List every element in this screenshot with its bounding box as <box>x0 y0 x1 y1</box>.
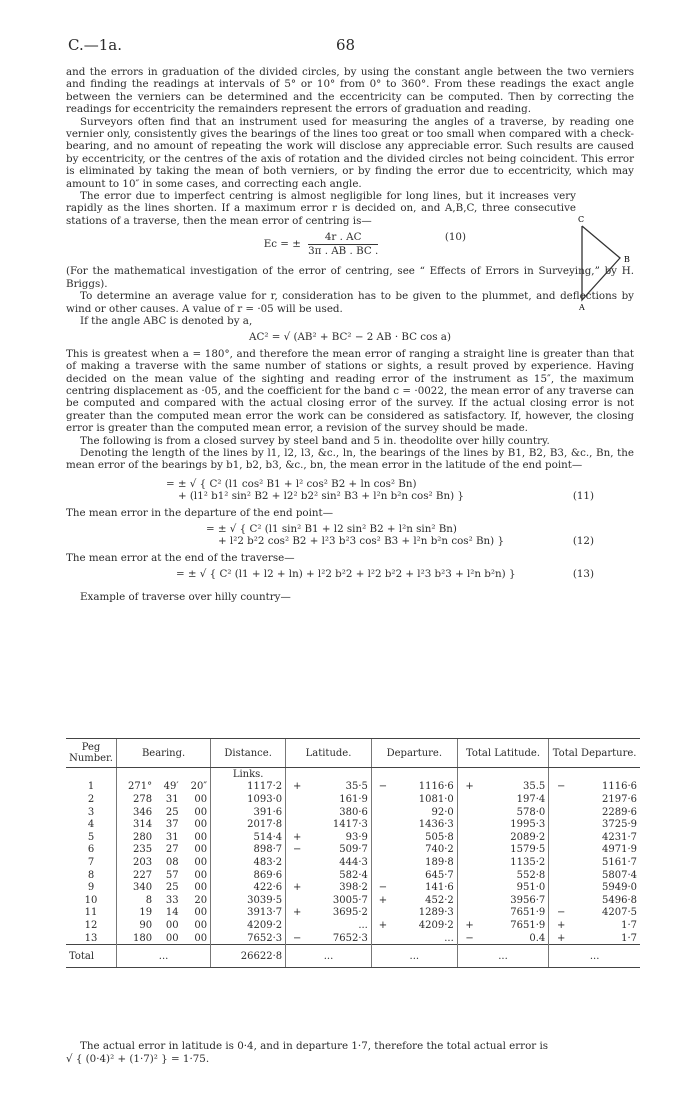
cell-r11-c6: 3695·2 <box>332 907 368 919</box>
cell-r4-c11 <box>549 818 573 831</box>
cell-r10-c9 <box>457 894 481 907</box>
example-title: Example of traverse over hilly country— <box>80 590 291 603</box>
cell-r10-c0: 10 <box>84 894 98 906</box>
total-total-departure: ... <box>549 945 640 968</box>
paragraph: The error due to imperfect centring is almost negligible for long lines, but it increases very rapidly as the lines shorten. If a maximum error r is decided on, and A,B,C, three consecutive stations of a traverse, then the mean error of centring is— <box>66 190 576 227</box>
cell-r7-c5 <box>286 856 309 869</box>
cell-r11-c8: 1289·3 <box>418 907 454 919</box>
cell-r9-c1: 340 <box>117 881 156 894</box>
cell-r1-c7: − <box>371 781 394 794</box>
cell-r9-c11 <box>549 881 573 894</box>
cell-r9-c12: 5949·0 <box>602 882 637 894</box>
cell-r6-c11 <box>549 844 573 857</box>
cell-r1-c1: 271° <box>117 781 156 794</box>
cell-r11-c5: + <box>286 907 309 920</box>
cell-r3-c8: 92·0 <box>431 806 454 818</box>
cell-r8-c1: 227 <box>117 869 156 882</box>
cell-r12-c10: 7651·9 <box>510 919 546 931</box>
cell-r4-c8: 1436·3 <box>418 819 454 831</box>
cell-r5-c11 <box>549 831 573 844</box>
paragraph: (For the mathematical investigation of the error of centring, see “ Effects of Errors in Surveying,” by H. Briggs). <box>66 265 634 290</box>
cell-r12-c0: 12 <box>84 919 98 931</box>
cell-r4-c2: 37 <box>165 819 179 831</box>
closing-text <box>66 1040 634 1066</box>
cell-r6-c8: 740·2 <box>425 844 454 856</box>
cell-r1-c8: 1116·6 <box>418 781 454 793</box>
cell-r9-c2: 25 <box>165 882 179 894</box>
cell-r5-c4: 514·4 <box>211 831 286 844</box>
eq12-line2: + l²2 b²2 cos² B2 + l²3 b²3 cos² B3 + l²n b²n cos² Bn) } <box>218 535 505 548</box>
diagram-label-a: A <box>579 303 585 310</box>
units-row <box>66 768 640 781</box>
table-row <box>66 881 640 894</box>
cell-r6-c1: 235 <box>117 844 156 857</box>
table-row <box>66 856 640 869</box>
cell-r4-c9 <box>457 818 481 831</box>
cell-r13-c11: + <box>549 932 573 945</box>
cell-r9-c6: 398·2 <box>339 882 368 894</box>
cell-r13-c6: 7652·3 <box>332 932 368 944</box>
table-row <box>66 806 640 819</box>
cell-r10-c4: 3039·5 <box>211 894 286 907</box>
cell-r7-c4: 483·2 <box>211 856 286 869</box>
cell-r10-c8: 452·2 <box>425 894 454 906</box>
footer-line-2: √ { (0·4)² + (1·7)² } = 1·75. <box>66 1053 210 1065</box>
cell-r1-c12: 1116·6 <box>602 781 637 793</box>
diagram-label-b: B <box>624 255 630 264</box>
col-latitude: Latitude. <box>286 739 372 768</box>
cell-r7-c11 <box>549 856 573 869</box>
cell-r4-c5 <box>286 818 309 831</box>
cell-r10-c5 <box>286 894 309 907</box>
cell-r4-c1: 314 <box>117 818 156 831</box>
eq13-line1: = ± √ { C² (l1 + l2 + ln) + l²2 b²2 + l²2 b²2 + l²3 b²3 + l²n b²n) } <box>176 568 516 581</box>
cell-r5-c1: 280 <box>117 831 156 844</box>
cell-r1-c4: 1117·2 <box>211 781 286 794</box>
cell-r1-c2: 49′ <box>163 781 179 793</box>
cell-r12-c3: 00 <box>194 919 208 931</box>
cell-r9-c0: 9 <box>87 882 95 894</box>
eq10-lhs: Ec = ± <box>263 238 301 251</box>
cell-r9-c4: 422·6 <box>211 881 286 894</box>
cell-r3-c7 <box>371 806 394 819</box>
cell-r7-c3: 00 <box>194 856 208 868</box>
paragraph: The mean error in the departure of the end point— <box>66 506 333 519</box>
footer-line-1: The actual error in latitude is 0·4, and in departure 1·7, therefore the total actual error is <box>80 1040 549 1052</box>
table-row <box>66 793 640 806</box>
cell-r3-c12: 2289·6 <box>602 806 637 818</box>
triangle-diagram <box>572 214 632 310</box>
table-row <box>66 831 640 844</box>
eq10-numerator: 4r . AC <box>308 231 378 244</box>
cell-r7-c0: 7 <box>87 856 95 868</box>
paragraph: This is greatest when a = 180°, and therefore the mean error of ranging a straight line is greater than that of making a traverse with the same number of stations or sights, a result proved by experience. Having decided on the mean value of the sighting and reading error of the instrument as 15″, the maximum centring displacement as ·05, and the coefficient for the band c = ·0022, the mean error of any traverse can be computed and compared with the actual closing error of the survey. If the actual closing error is not greater than the computed mean error the work can be considered as satisfactory. If, however, the closing error is greater than the computed mean error, a revision of the survey should be made. <box>66 347 634 435</box>
cell-r12-c7: + <box>371 919 394 932</box>
cell-r11-c2: 14 <box>165 907 179 919</box>
cell-r5-c6: 93·9 <box>345 831 368 843</box>
cell-r2-c12: 2197·6 <box>602 793 637 805</box>
paragraph: To determine an average value for r, consideration has to be given to the plummet, and deflections by wind or other causes. A value of r = ·05 will be used. <box>66 290 634 315</box>
table-row <box>66 818 640 831</box>
table-row <box>66 781 640 794</box>
cell-r7-c10: 1135·2 <box>510 856 546 868</box>
cell-r12-c12: 1·7 <box>621 919 637 931</box>
cell-r3-c11 <box>549 806 573 819</box>
cell-r3-c0: 3 <box>87 806 95 818</box>
cell-r12-c8: 4209·2 <box>418 919 454 931</box>
eq10-number: (10) <box>444 231 466 244</box>
cell-r5-c7 <box>371 831 394 844</box>
cell-r3-c9 <box>457 806 481 819</box>
cell-r6-c2: 27 <box>165 844 179 856</box>
equation-13 <box>66 568 634 580</box>
cell-r9-c9 <box>457 881 481 894</box>
cell-r3-c2: 25 <box>165 806 179 818</box>
cell-r2-c1: 278 <box>117 793 156 806</box>
cell-r11-c1: 19 <box>117 907 156 920</box>
cell-r5-c5: + <box>286 831 309 844</box>
cell-r1-c3: 20″ <box>190 781 208 793</box>
cell-r8-c10: 552·8 <box>516 869 546 881</box>
cell-r12-c11: + <box>549 919 573 932</box>
cell-r1-c6: 35·5 <box>345 781 368 793</box>
cell-r8-c7 <box>371 869 394 882</box>
cell-r10-c6: 3005·7 <box>332 894 368 906</box>
cell-r3-c4: 391·6 <box>211 806 286 819</box>
units-label: Links. <box>211 768 286 781</box>
cell-r7-c1: 203 <box>117 856 156 869</box>
table-row <box>66 869 640 882</box>
cell-r7-c7 <box>371 856 394 869</box>
cell-r1-c10: 35.5 <box>522 781 546 793</box>
cell-r13-c9: − <box>457 932 481 945</box>
cell-r7-c2: 08 <box>165 856 179 868</box>
equation-10 <box>66 231 576 261</box>
eq11-number: (11) <box>572 489 594 502</box>
cell-r5-c9 <box>457 831 481 844</box>
document-code: C.—1a. <box>68 36 122 54</box>
cell-r8-c0: 8 <box>87 869 95 881</box>
cell-r13-c2: 00 <box>165 932 179 944</box>
table-row <box>66 907 640 920</box>
cell-r3-c3: 00 <box>194 806 208 818</box>
eq10-fraction <box>308 231 378 257</box>
cell-r10-c1: 8 <box>117 894 156 907</box>
table-header-row <box>66 739 640 768</box>
cell-r12-c6: ... <box>358 919 368 931</box>
diagram-label-c: C <box>578 215 585 224</box>
cell-r3-c5 <box>286 806 309 819</box>
cell-r12-c2: 00 <box>165 919 179 931</box>
cell-r6-c4: 898·7 <box>211 844 286 857</box>
col-distance: Distance. <box>211 739 286 768</box>
eq12-number: (12) <box>572 535 594 547</box>
paragraph: Denoting the length of the lines by l1, l2, l3, &c., ln, the bearings of the lines by B1, B2, B3, &c., Bn, the mean error of the bearings by b1, b2, b3, &c., bn, the mean error in the latitude of the end point— <box>66 446 634 472</box>
cell-r6-c10: 1579·5 <box>510 844 546 856</box>
cell-r8-c4: 869·6 <box>211 869 286 882</box>
triangle-lines <box>582 226 620 300</box>
total-total-latitude: ... <box>457 945 548 968</box>
cell-r11-c4: 3913·7 <box>211 907 286 920</box>
equation-12 <box>66 523 634 548</box>
cell-r1-c9: + <box>457 781 481 794</box>
col-total-departure: Total Departure. <box>549 739 640 768</box>
cell-r13-c4: 7652·3 <box>211 932 286 945</box>
cell-r10-c2: 33 <box>165 894 179 906</box>
cell-r10-c11 <box>549 894 573 907</box>
equation-ac: AC² = √ (AB² + BC² − 2 AB · BC cos a) <box>249 331 451 344</box>
cell-r6-c6: 509·7 <box>339 844 368 856</box>
cell-r2-c2: 31 <box>165 793 179 805</box>
cell-r9-c7: − <box>371 881 394 894</box>
cell-r6-c3: 00 <box>194 844 208 856</box>
cell-r7-c8: 189·8 <box>425 856 454 868</box>
cell-r5-c12: 4231·7 <box>602 831 637 843</box>
page-header <box>68 36 634 58</box>
col-total-latitude: Total Latitude. <box>457 739 548 768</box>
traverse-table <box>66 738 640 968</box>
cell-r6-c5: − <box>286 844 309 857</box>
col-peg: Peg Number. <box>66 739 117 768</box>
cell-r3-c6: 380·6 <box>339 806 368 818</box>
cell-r12-c9: + <box>457 919 481 932</box>
cell-r13-c7 <box>371 932 394 945</box>
cell-r10-c10: 3956·7 <box>510 894 546 906</box>
cell-r8-c8: 645·7 <box>425 869 454 881</box>
cell-r8-c6: 582·4 <box>339 869 368 881</box>
cell-r13-c12: 1·7 <box>621 932 637 944</box>
cell-r12-c5 <box>286 919 309 932</box>
cell-r2-c4: 1093·0 <box>211 793 286 806</box>
cell-r7-c6: 444·3 <box>339 856 368 868</box>
cell-r9-c10: 951·0 <box>516 882 546 894</box>
cell-r12-c1: 90 <box>117 919 156 932</box>
cell-r4-c3: 00 <box>194 819 208 831</box>
cell-r4-c10: 1995·3 <box>510 819 546 831</box>
cell-r10-c3: 20 <box>194 894 208 906</box>
cell-r2-c11 <box>549 793 573 806</box>
cell-r5-c3: 00 <box>194 831 208 843</box>
cell-r2-c0: 2 <box>87 793 95 805</box>
cell-r13-c10: 0.4 <box>529 932 546 944</box>
page-number: 68 <box>336 36 356 54</box>
cell-r4-c4: 2017·8 <box>211 818 286 831</box>
cell-r8-c11 <box>549 869 573 882</box>
table-row <box>66 844 640 857</box>
cell-r4-c6: 1417·3 <box>332 819 368 831</box>
cell-r1-c0: 1 <box>87 781 95 793</box>
cell-r4-c0: 4 <box>87 819 95 831</box>
cell-r8-c12: 5807·4 <box>602 869 637 881</box>
cell-r8-c5 <box>286 869 309 882</box>
eq13-number: (13) <box>572 568 594 581</box>
total-label: Total <box>66 945 117 968</box>
cell-r13-c1: 180 <box>117 932 156 945</box>
cell-r10-c12: 5496·8 <box>602 894 637 906</box>
cell-r2-c3: 00 <box>194 793 208 805</box>
cell-r13-c0: 13 <box>84 932 98 944</box>
cell-r5-c10: 2089·2 <box>510 831 546 843</box>
cell-r5-c8: 505·8 <box>425 831 454 843</box>
cell-r11-c7 <box>371 907 394 920</box>
cell-r9-c5: + <box>286 881 309 894</box>
cell-r4-c12: 3725·9 <box>602 819 637 831</box>
cell-r2-c6: 161·9 <box>339 793 368 805</box>
cell-r5-c2: 31 <box>165 831 179 843</box>
cell-r2-c7 <box>371 793 394 806</box>
cell-r8-c9 <box>457 869 481 882</box>
cell-r11-c11: − <box>549 907 573 920</box>
total-distance: 26622·8 <box>211 945 286 968</box>
paragraph: The mean error at the end of the traverse— <box>66 551 295 564</box>
cell-r6-c7 <box>371 844 394 857</box>
cell-r9-c3: 00 <box>194 882 208 894</box>
cell-r9-c8: 141·6 <box>425 882 454 894</box>
cell-r5-c0: 5 <box>87 831 95 843</box>
cell-r2-c9 <box>457 793 481 806</box>
cell-r13-c8: ... <box>444 932 454 944</box>
cell-r11-c9 <box>457 907 481 920</box>
cell-r7-c12: 5161·7 <box>602 856 637 868</box>
table-row <box>66 919 640 932</box>
total-departure: ... <box>371 945 457 968</box>
cell-r11-c3: 00 <box>194 907 208 919</box>
cell-r12-c4: 4209·2 <box>211 919 286 932</box>
cell-r2-c10: 197·4 <box>516 793 546 805</box>
cell-r13-c3: 00 <box>194 932 208 944</box>
cell-r8-c2: 57 <box>165 869 179 881</box>
paragraph: If the angle ABC is denoted by a, <box>80 314 253 327</box>
cell-r7-c9 <box>457 856 481 869</box>
body-text <box>66 66 634 603</box>
equation-11 <box>66 478 634 503</box>
total-latitude: ... <box>286 945 372 968</box>
cell-r6-c12: 4971·9 <box>602 844 637 856</box>
cell-r2-c5 <box>286 793 309 806</box>
cell-r13-c5: − <box>286 932 309 945</box>
cell-r3-c10: 578·0 <box>516 806 546 818</box>
cell-r1-c5: + <box>286 781 309 794</box>
eq11-line2: + (l1² b1² sin² B2 + l2² b2² sin² B3 + l²n b²n cos² Bn) } <box>178 490 464 503</box>
cell-r3-c1: 346 <box>117 806 156 819</box>
cell-r6-c0: 6 <box>87 844 95 856</box>
total-row <box>66 945 640 968</box>
eq11-line1: = ± √ { C² (l1 cos² B1 + l² cos² B2 + ln cos² Bn) <box>166 477 417 490</box>
cell-r4-c7 <box>371 818 394 831</box>
cell-r11-c12: 4207·5 <box>602 907 637 919</box>
cell-r10-c7: + <box>371 894 394 907</box>
table-row <box>66 894 640 907</box>
cell-r6-c9 <box>457 844 481 857</box>
eq12-line1: = ± √ { C² (l1 sin² B1 + l2 sin² B2 + l²n sin² Bn) <box>206 523 457 535</box>
paragraph: The following is from a closed survey by steel band and 5 in. theodolite over hilly country. <box>80 434 550 447</box>
table-row <box>66 932 640 945</box>
paragraph: and the errors in graduation of the divided circles, by using the constant angle between the two verniers and finding the readings at intervals of 5° or 10° from 0° to 360°. From these readings the exact angle between the verniers can be determined and the eccentricity can be computed. Then by correcting the readings for eccentricity the remainders represent the errors of graduation and reading. <box>66 66 634 116</box>
col-bearing: Bearing. <box>117 739 211 768</box>
paragraph: Surveyors often find that an instrument used for measuring the angles of a traverse, by reading one vernier only, consistently gives the bearings of the lines too great or too small when compared with a check-bearing, and no amount of repeating the work will disclose any appreciable error. Such results are caused by eccentricity, or the centres of the axis of rotation and the divided circles not being coincident. This error is eliminated by taking the mean of both verniers, or by finding the error due to eccentricity, which may amount to 10″ in some cases, and correcting each angle. <box>66 115 634 190</box>
total-bearing: ... <box>117 945 211 968</box>
cell-r1-c11: − <box>549 781 573 794</box>
cell-r11-c10: 7651·9 <box>510 907 546 919</box>
cell-r11-c0: 11 <box>84 907 98 919</box>
cell-r8-c3: 00 <box>194 869 208 881</box>
cell-r2-c8: 1081·0 <box>418 793 454 805</box>
col-departure: Departure. <box>371 739 457 768</box>
eq10-denominator: 3π . AB . BC . <box>308 244 379 257</box>
